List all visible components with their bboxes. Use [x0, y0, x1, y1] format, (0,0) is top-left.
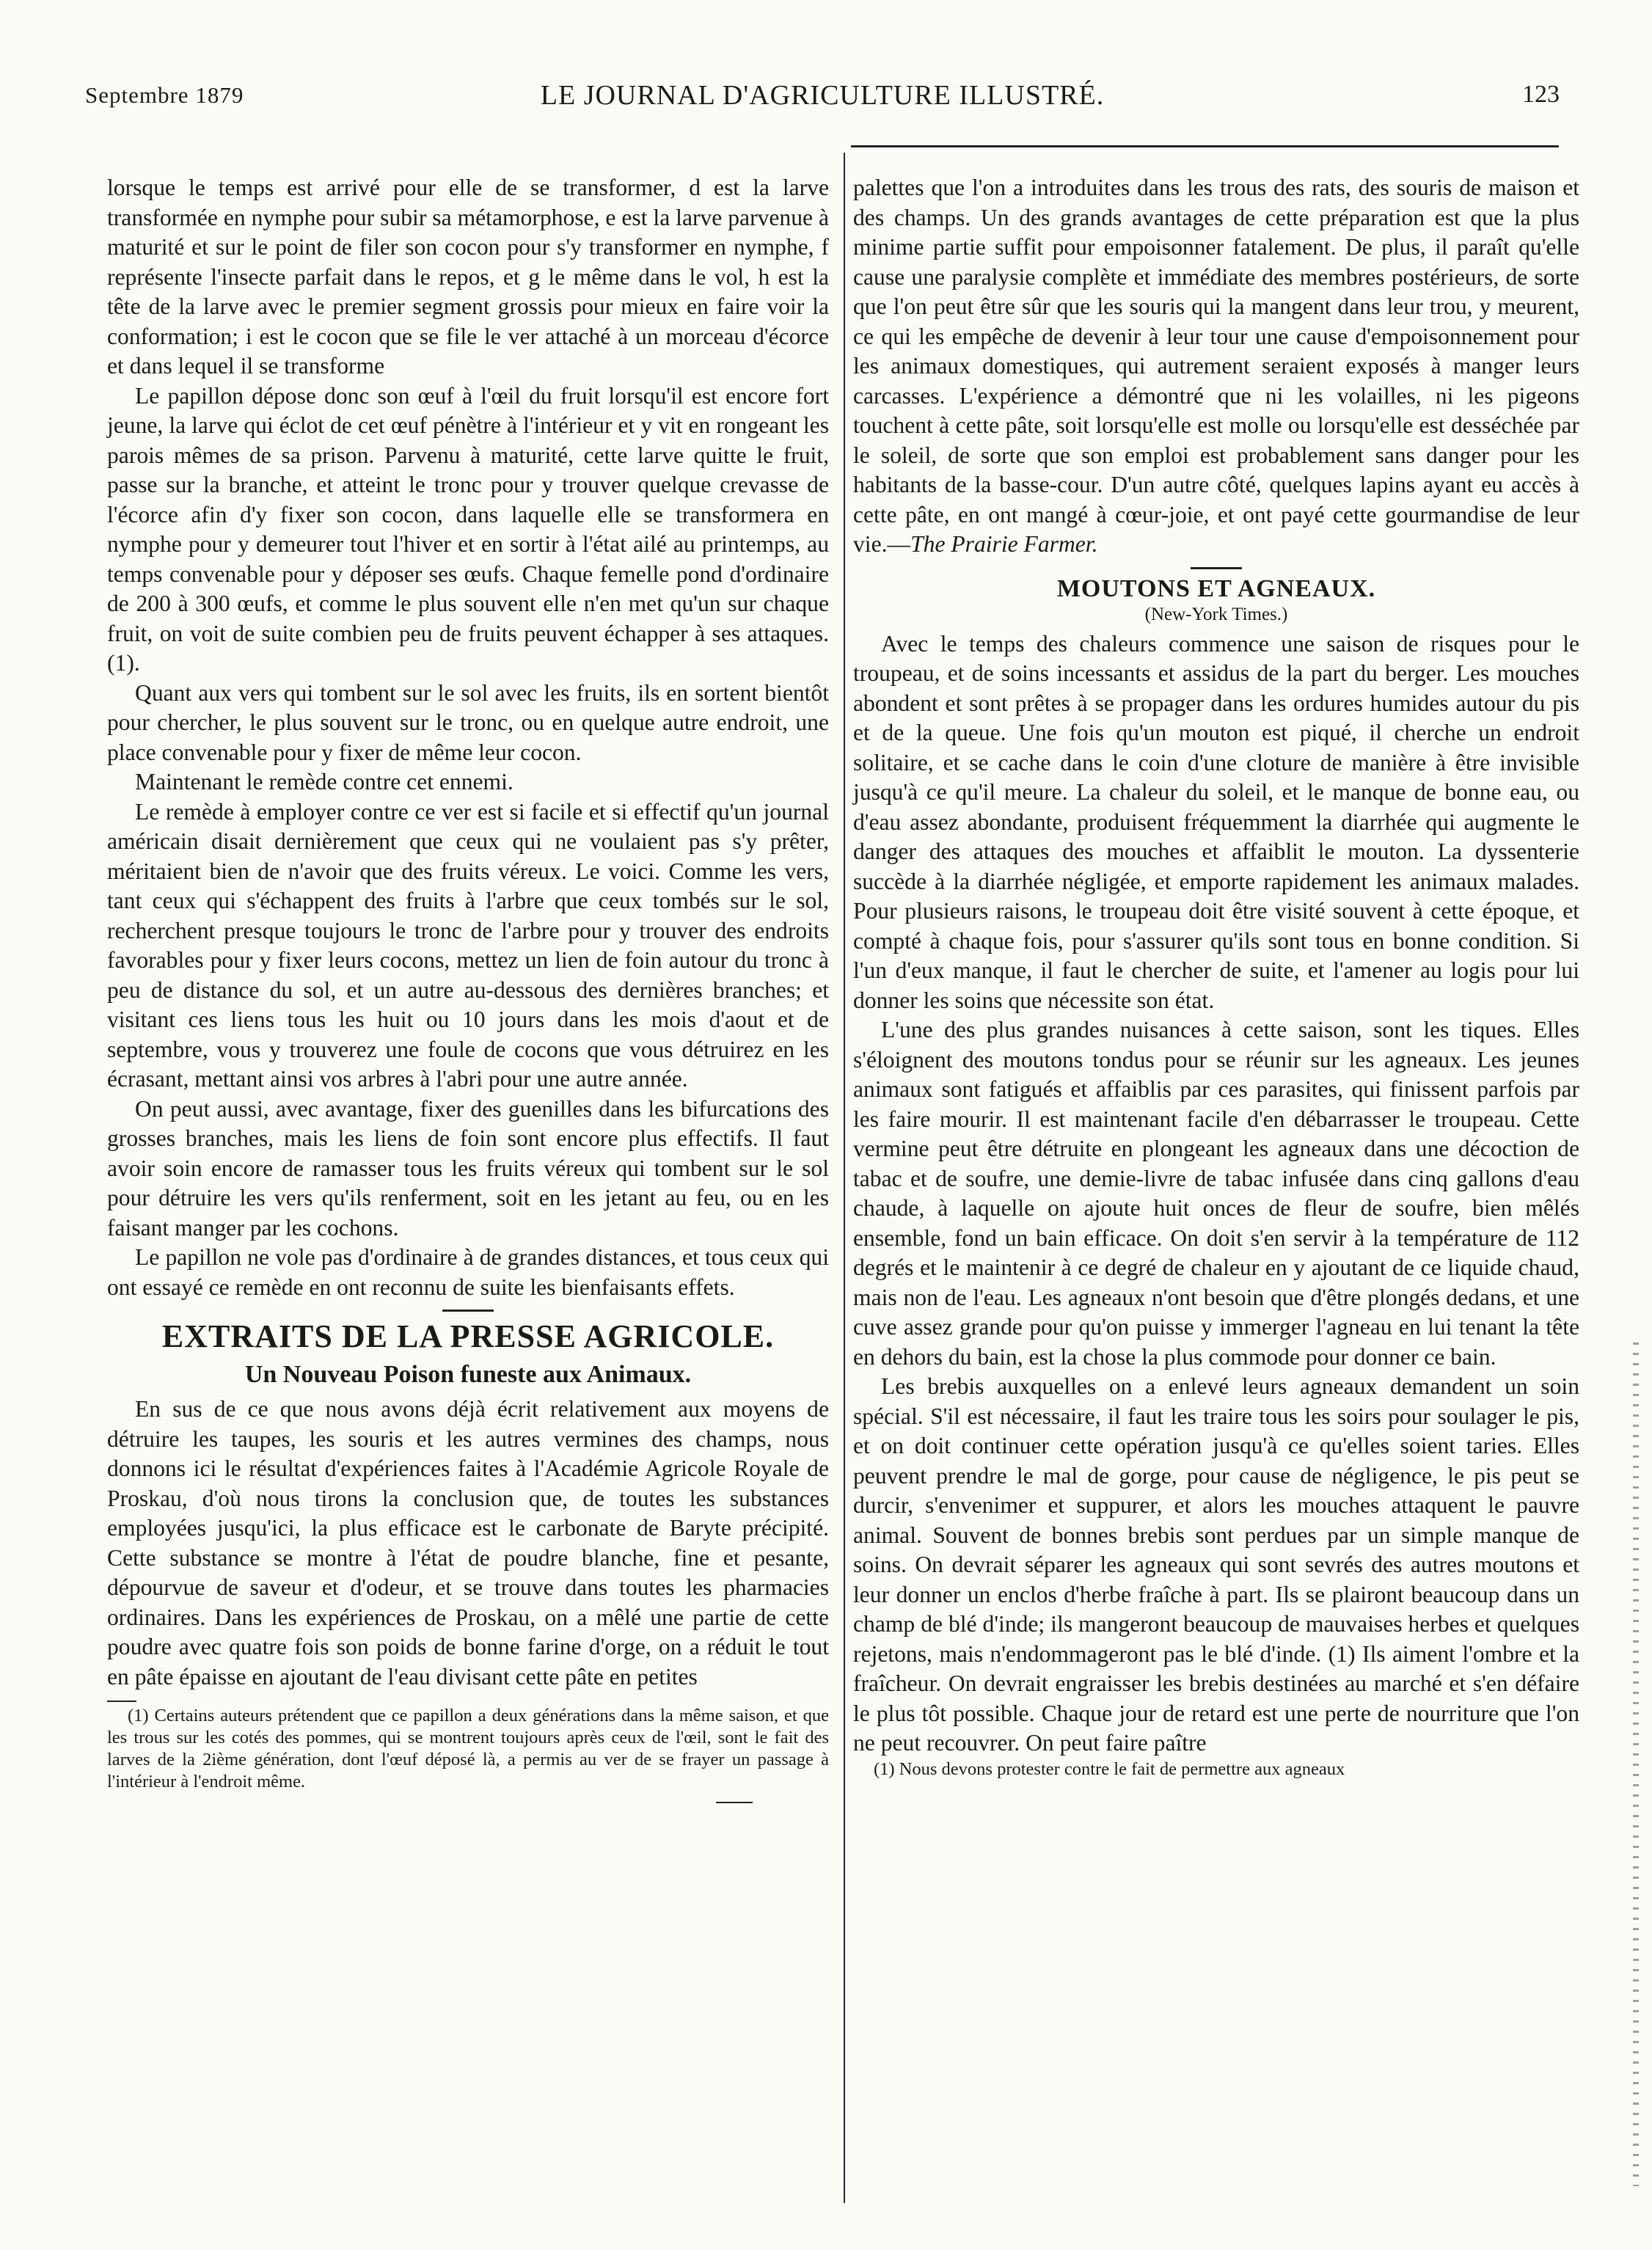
- header-rule: [851, 145, 1559, 147]
- paragraph: Les brebis auxquelles on a enlevé leurs agneaux demandent un soin spécial. S'il est nécessaire, il faut les traire tous les soirs pour soulager le pis, et on doit continuer cette opération jusqu'à ce qu'elles soient taries. Elles peuvent prendre le mal de gorge, pour cause de négligence, le pis peut se durcir, s'envenimer et suppurer, et alors les mouches attaquent le pauvre animal. Souvent de bonnes brebis sont perdues par un simple manque de soins. On devrait séparer les agneaux qui sont sevrés des autres moutons et leur donner un enclos d'herbe fraîche à part. Ils se plairont beaucoup dans un champ de blé d'inde; ils mangeront beaucoup de mauvaises herbes et quelques rejetons, mais n'endommageront pas le blé d'inde. (1) Ils aiment l'ombre et la fraîcheur. On devrait engraisser les brebis destinées au marché et s'en défaire le plus tôt possible. Chaque jour de retard est une perte de nourriture que l'on ne peut recouvrer. On peut faire paître: [853, 1373, 1579, 1756]
- left-column: [107, 173, 829, 1803]
- page-number: 123: [1522, 81, 1560, 108]
- paragraph: En sus de ce que nous avons déjà écrit relativement aux moyens de détruire les taupes, les souris et les autres vermines des champs, nous donnons ici le résultat d'expériences faites à l'Académie Agricole Royale de Proskau, d'où nous tirons la conclusion que, de toutes les substances employées jusqu'ici, la plus efficace est le carbonate de Baryte précipité. Cette substance se montre à l'état de poudre blanche, fine et pesante, dépourvue de saveur et d'odeur, et se trouve dans toutes les pharmacies ordinaires. Dans les expériences de Proskau, on a mêlé une partie de cette poudre avec quatre fois son poids de bonne farine d'orge, on a réduit le tout en pâte épaisse en ajoutant de l'eau divisant cette pâte en petites: [107, 1396, 829, 1690]
- end-mark: [716, 1802, 753, 1803]
- article-title: MOUTONS ET AGNEAUX.: [1056, 574, 1376, 602]
- footnote: (1) Nous devons protester contre le fait de permettre aux agneaux: [874, 1758, 1345, 1779]
- section-separator: [442, 1310, 494, 1312]
- article-title: Un Nouveau Poison funeste aux Animaux.: [244, 1361, 692, 1388]
- article-source: (New-York Times.): [1144, 604, 1288, 624]
- scan-edge-marks: [1633, 1343, 1639, 2186]
- paragraph: Le papillon dépose donc son œuf à l'œil du fruit lorsqu'il est encore fort jeune, la larve qui éclot de cet œuf pénètre à l'intérieur et y vit en rongeant les parois mêmes de sa prison. Parvenu à maturité, cette larve quitte le fruit, passe sur la branche, et atteint le tronc pour y trouver quelque crevasse de l'écorce afin d'y fixer son cocon, dans laquelle elle se transformera en nymphe pour y demeurer tout l'hiver et en sortir à l'état ailé au printemps, au temps convenable pour y déposer ses œufs. Chaque femelle pond d'ordinaire de 200 à 300 œufs, et comme le plus souvent elle n'en met qu'un sur chaque fruit, on voit de suite combien peu de fruits peuvent échapper à ses attaques. (1).: [107, 382, 829, 676]
- issue-date: Septembre 1879: [85, 82, 244, 108]
- section-separator: [1191, 567, 1242, 569]
- paragraph: Le papillon ne vole pas d'ordinaire à de grandes distances, et tous ceux qui ont essayé ce remède en ont reconnu de suite les bienfaisants effets.: [107, 1244, 829, 1300]
- page-header: [85, 79, 1560, 116]
- paragraph: lorsque le temps est arrivé pour elle de se transformer, d est la larve transformée en nymphe pour subir sa métamorphose, e est la larve parvenue à maturité et sur le point de filer son cocon pour s'y transformer en nymphe, f représente l'insecte parfait dans le repos, et g le même dans le vol, h est la tête de la larve avec le premier segment grossis pour mieux en faire voir la conformation; i est le cocon que se file le ver attaché à un morceau d'écorce et dans lequel il se transforme: [107, 175, 829, 379]
- column-divider: [844, 153, 845, 2203]
- paragraph: [853, 173, 1579, 560]
- footnote-separator: [107, 1701, 136, 1702]
- right-column: [853, 173, 1579, 1780]
- section-title: EXTRAITS DE LA PRESSE AGRICOLE.: [161, 1318, 775, 1354]
- paragraph-text: palettes que l'on a introduites dans les trous des rats, des souris de maison et des champs. Un des grands avantages de cette préparation est que la plus minime partie suffit pour empoisonner fatalement. De plus, il paraît qu'elle cause une paralysie complète et immédiate des membres postérieurs, de sorte que l'on peut être sûr que les souris qui la mangent dans leur trou, y meurent, ce qui les empêche de devenir à leur tour une cause d'empoisonnement pour les animaux domestiques, qui autrement seraient exposés à manger leurs carcasses. L'expérience a démontré que ni les volailles, ni les pigeons touchent à cette pâte, soit lorsqu'elle est molle ou lorsqu'elle est desséchée par le soleil, de sorte que son emploi est probablement sans danger pour les habitants de la basse-cour. D'un autre côté, quelques lapins ayant eu accès à cette pâte, en ont mangé à cœur-joie, et ont payé cette gourmandise de leur vie.—: [853, 175, 1579, 557]
- source-credit: The Prairie Farmer.: [910, 531, 1098, 557]
- paragraph: On peut aussi, avec avantage, fixer des guenilles dans les bifurcations des grosses branches, mais les liens de foin sont encore plus effectifs. Il faut avoir soin encore de ramasser tous les fruits véreux qui tombent sur le sol pour détruire les vers qu'ils renferment, soit en les jetant au feu, ou en les faisant manger par les cochons.: [107, 1095, 829, 1241]
- paragraph: L'une des plus grandes nuisances à cette saison, sont les tiques. Elles s'éloignent des moutons tondus pour se réunir sur les agneaux. Les jeunes animaux sont fatigués et affaiblis par ces parasites, qui finissent parfois par les faire mourir. Il est maintenant facile d'en débarrasser le troupeau. Cette vermine peut être détruite en plongeant les agneaux dans une décoction de tabac et de soufre, une demie-livre de tabac infusée dans cinq gallons d'eau chaude, à laquelle on ajoute huit onces de fleur de soufre, bien mêlés ensemble, fond un bain efficace. On doit s'en servir à la température de 112 degrés et le maintenir à ce degré de chaleur en y ajoutant de ce liquide chaud, mais non de l'eau. Les agneaux n'ont besoin que d'être plongés dedans, et une cuve assez grande pour qu'on puisse y immerger l'agneau en lui tenant la tête en dehors du bain, est la chose la plus commode pour donner ce bain.: [853, 1017, 1579, 1370]
- paragraph: Maintenant le remède contre cet ennemi.: [135, 769, 513, 795]
- paragraph: Le remède à employer contre ce ver est si facile et si effectif qu'un journal américain disait dernièrement que ceux qui ne voulaient pas s'y prêter, méritaient bien de n'avoir que des fruits véreux. Le voici. Comme les vers, tant ceux qui s'échappent des fruits à l'arbre que ceux tombés sur le sol, recherchent presque toujours le tronc de l'arbre pour y trouver des endroits favorables pour y fixer leurs cocons, mettez un lien de foin autour du tronc à peu de distance du sol, et un autre au-dessous des dernières branches; et visitant ces liens tous les huit ou 10 jours dans les mois d'aout et de septembre, vous y trouverez une foule de cocons que vous détruirez en les écrasant, mettant ainsi vos arbres à l'abri pour une autre année.: [107, 798, 829, 1092]
- footnote: (1) Certains auteurs prétendent que ce papillon a deux générations dans la même saison, et que les trous sur les cotés des pommes, qui se montrent toujours après ceux de l'œil, sont le fait des larves de la 2ième génération, dont l'œuf déposé là, a permis au ver de se frayer un passage à l'intérieur à l'endroit même.: [107, 1706, 829, 1791]
- journal-title: LE JOURNAL D'AGRICULTURE ILLUSTRÉ.: [540, 80, 1105, 111]
- paragraph: Avec le temps des chaleurs commence une saison de risques pour le troupeau, et de soins incessants et assidus de la part du berger. Les mouches abondent et sont prêtes à se propager dans les ordures humides autour du pis et de la queue. Une fois qu'un mouton est piqué, il cherche un endroit solitaire, et se cache dans le coin d'une cloture de manière à être invisible jusqu'à ce qu'il meure. La chaleur du soleil, et le manque de bonne eau, ou d'eau assez abondante, produisent fréquemment la diarrhée qui augmente le danger des attaques des mouches et affaiblit le mouton. La dyssenterie succède à la diarrhée négligée, et emporte rapidement les animaux malades. Pour plusieurs raisons, le troupeau doit être visité souvent à cette époque, et compté à chaque fois, pour s'assurer qu'ils sont tous en bonne condition. Si l'un d'eux manque, il faut le chercher de suite, et l'amener au logis pour lui donner les soins que nécessite son état.: [853, 630, 1579, 1013]
- paragraph: Quant aux vers qui tombent sur le sol avec les fruits, ils en sortent bientôt pour chercher, le plus souvent sur le tronc, ou en quelque autre endroit, une place convenable pour y fixer de même leur cocon.: [107, 679, 829, 765]
